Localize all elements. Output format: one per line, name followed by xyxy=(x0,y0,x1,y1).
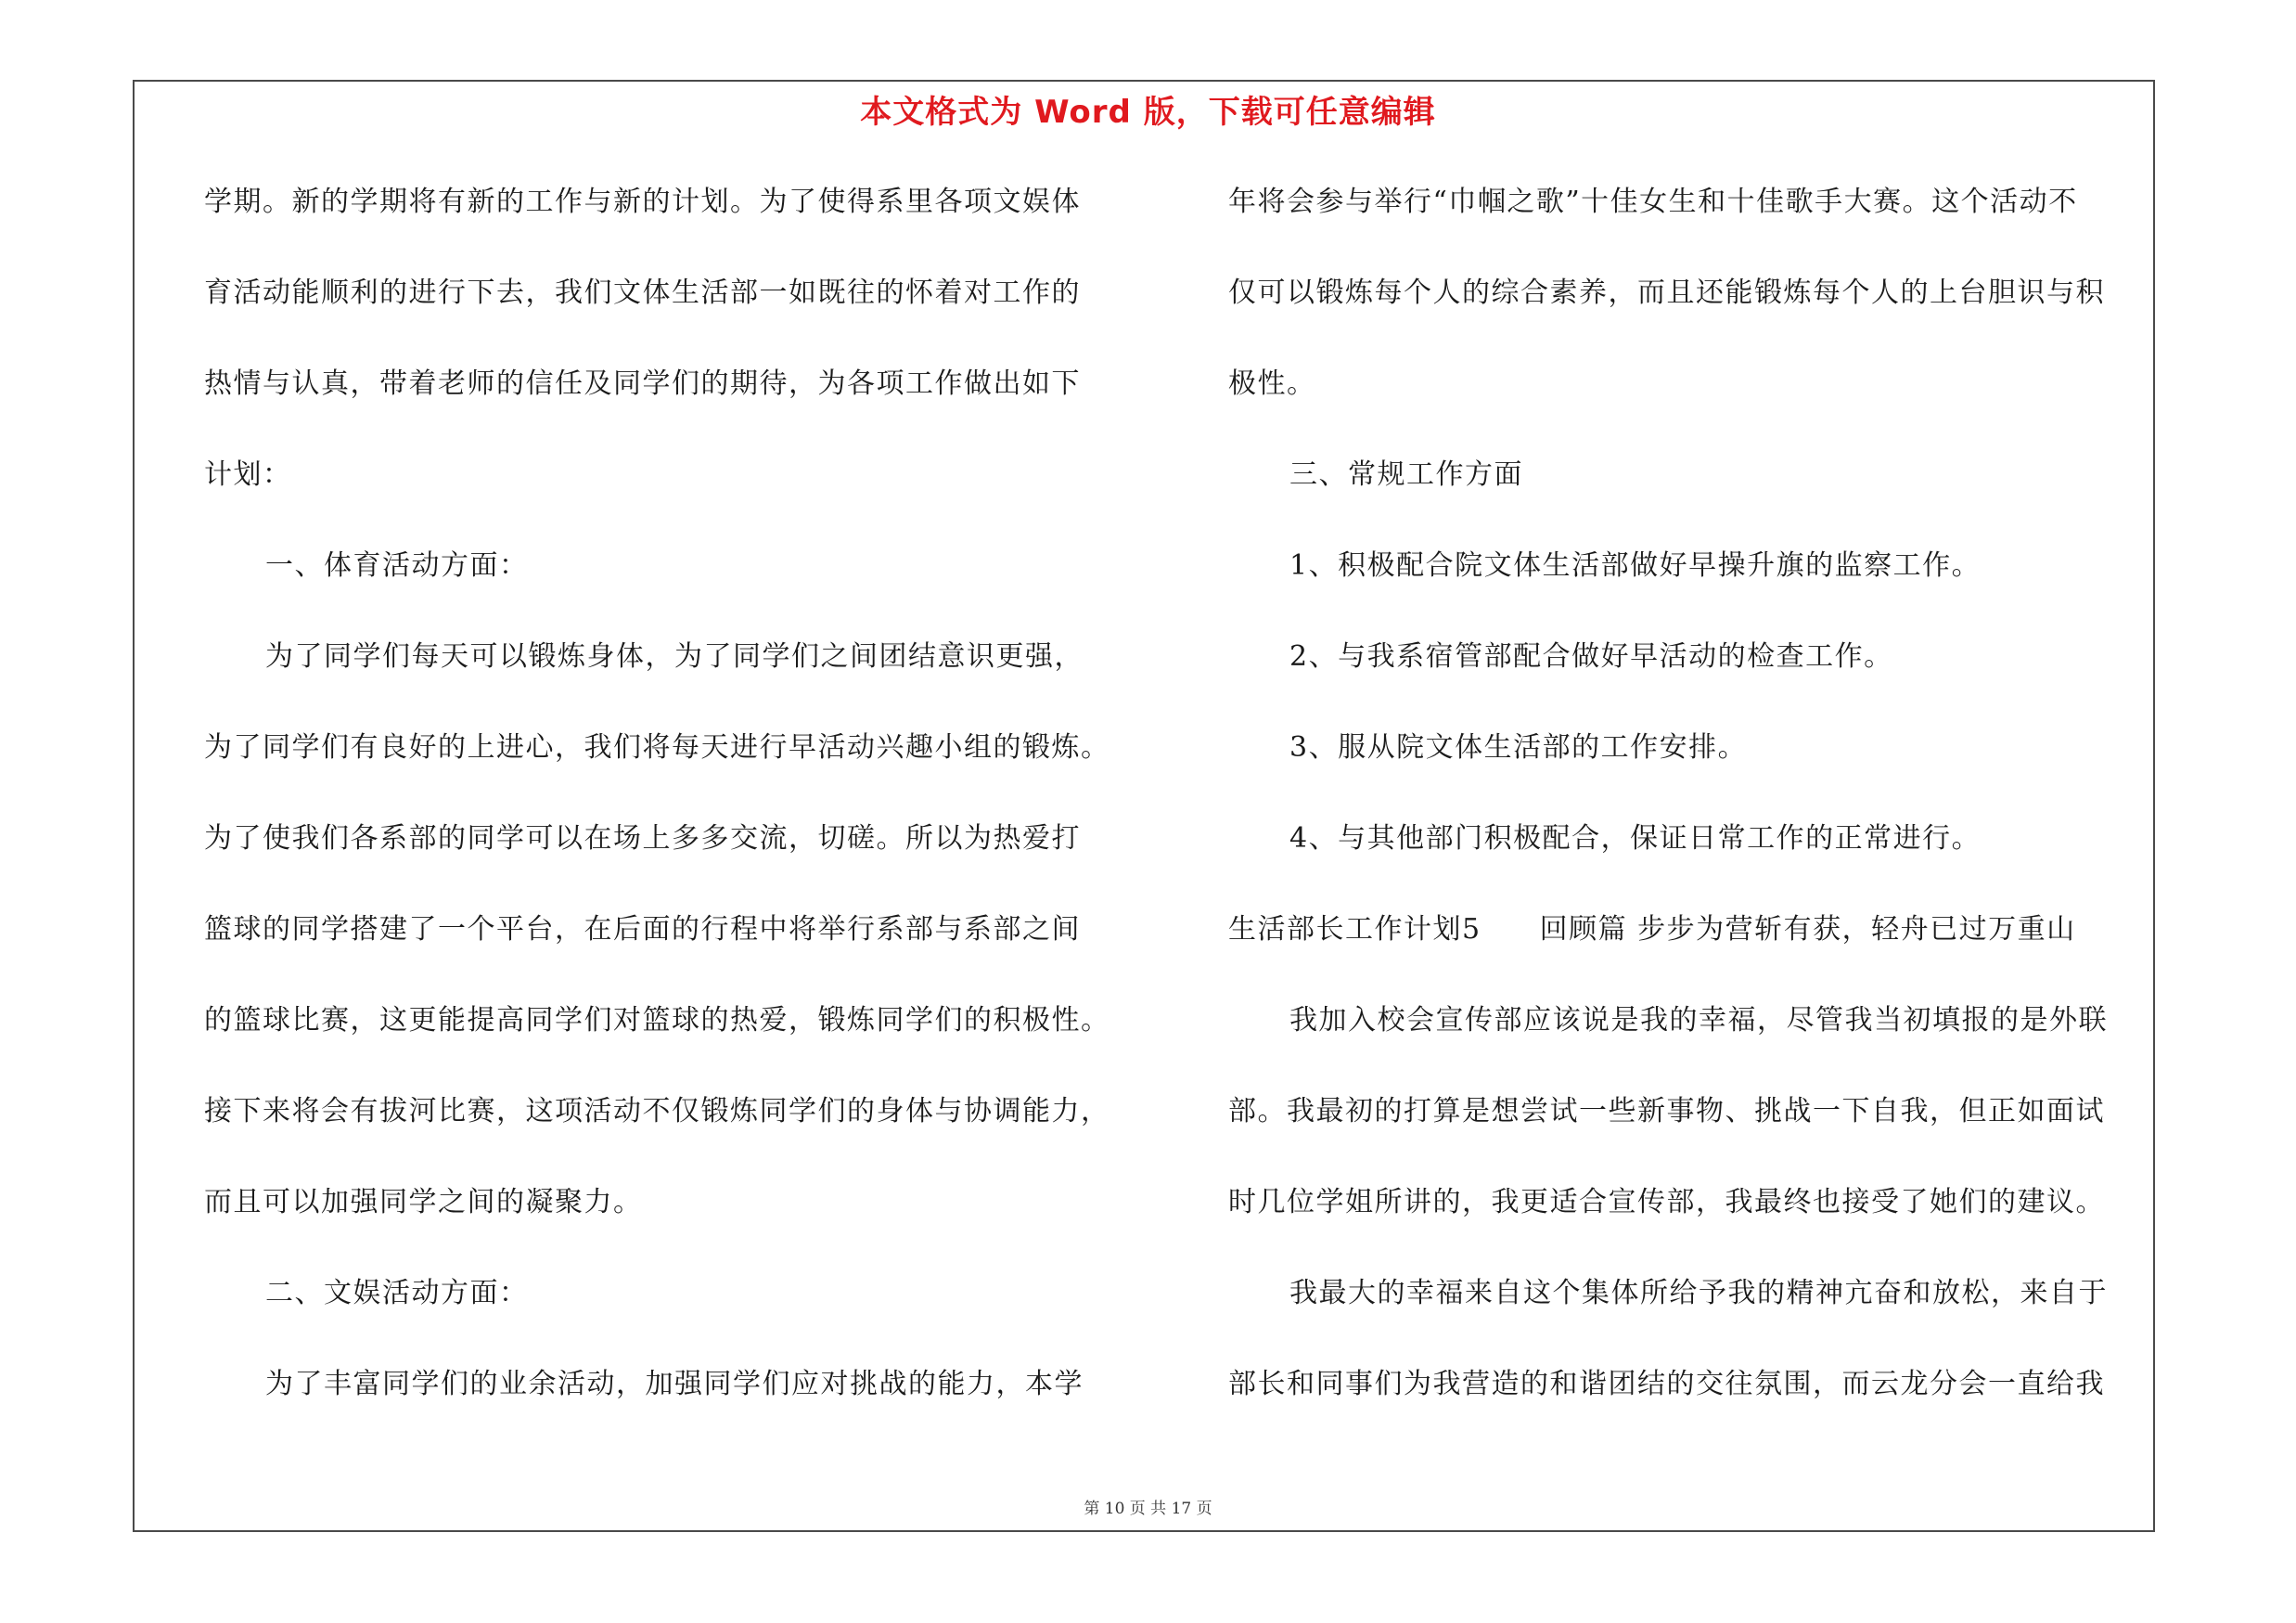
paragraph-line: 学期。新的学期将有新的工作与新的计划。为了使得系里各项文娱体 xyxy=(204,186,1081,218)
page-number-footer: 第 10 页 共 17 页 xyxy=(1084,1500,1212,1518)
word-format-banner: 本文格式为 Word 版，下载可任意编辑 xyxy=(860,94,1436,131)
paragraph-line: 三、常规工作方面 xyxy=(1289,458,1523,491)
paragraph-line: 年将会参与举行“巾帼之歌”十佳女生和十佳歌手大赛。这个活动不 xyxy=(1228,186,2078,218)
paragraph-line: 1、积极配合院文体生活部做好早操升旗的监察工作。 xyxy=(1289,549,1982,582)
paragraph-line: 的篮球比赛，这更能提高同学们对篮球的热爱，锻炼同学们的积极性。 xyxy=(204,1004,1110,1037)
paragraph-line: 而且可以加强同学之间的凝聚力。 xyxy=(204,1186,643,1218)
paragraph-line: 为了同学们每天可以锻炼身体，为了同学们之间团结意识更强， xyxy=(265,640,1084,673)
paragraph-line: 计划： xyxy=(204,458,292,491)
paragraph-line: 极性。 xyxy=(1228,367,1316,400)
paragraph-line: 部。我最初的打算是想尝试一些新事物、挑战一下自我，但正如面试 xyxy=(1228,1095,2105,1127)
paragraph-line: 时几位学姐所讲的，我更适合宣传部，我最终也接受了她们的建议。 xyxy=(1228,1186,2105,1218)
paragraph-line: 生活部长工作计划5 回顾篇 步步为营斩有获，轻舟已过万重山 xyxy=(1228,913,2076,946)
paragraph-line: 热情与认真，带着老师的信任及同学们的期待，为各项工作做出如下 xyxy=(204,367,1081,400)
paragraph-line: 为了丰富同学们的业余活动，加强同学们应对挑战的能力，本学 xyxy=(265,1368,1084,1400)
paragraph-line: 4、与其他部门积极配合，保证日常工作的正常进行。 xyxy=(1289,822,1982,855)
paragraph-line: 一、体育活动方面： xyxy=(265,549,529,582)
paragraph-line: 为了同学们有良好的上进心，我们将每天进行早活动兴趣小组的锻炼。 xyxy=(204,731,1110,764)
paragraph-line: 2、与我系宿管部配合做好早活动的检查工作。 xyxy=(1289,640,1893,673)
paragraph-line: 我加入校会宣传部应该说是我的幸福，尽管我当初填报的是外联 xyxy=(1289,1004,2108,1037)
paragraph-line: 为了使我们各系部的同学可以在场上多多交流，切磋。所以为热爱打 xyxy=(204,822,1081,855)
paragraph-line: 我最大的幸福来自这个集体所给予我的精神亢奋和放松，来自于 xyxy=(1289,1277,2108,1309)
paragraph-line: 二、文娱活动方面： xyxy=(265,1277,529,1309)
paragraph-line: 育活动能顺利的进行下去，我们文体生活部一如既往的怀着对工作的 xyxy=(204,277,1081,309)
paragraph-line: 篮球的同学搭建了一个平台，在后面的行程中将举行系部与系部之间 xyxy=(204,913,1081,946)
paragraph-line: 仅可以锻炼每个人的综合素养，而且还能锻炼每个人的上台胆识与积 xyxy=(1228,277,2105,309)
paragraph-line: 3、服从院文体生活部的工作安排。 xyxy=(1289,731,1748,764)
paragraph-line: 部长和同事们为我营造的和谐团结的交往氛围，而云龙分会一直给我 xyxy=(1228,1368,2105,1400)
paragraph-line: 接下来将会有拔河比赛，这项活动不仅锻炼同学们的身体与协调能力， xyxy=(204,1095,1110,1127)
